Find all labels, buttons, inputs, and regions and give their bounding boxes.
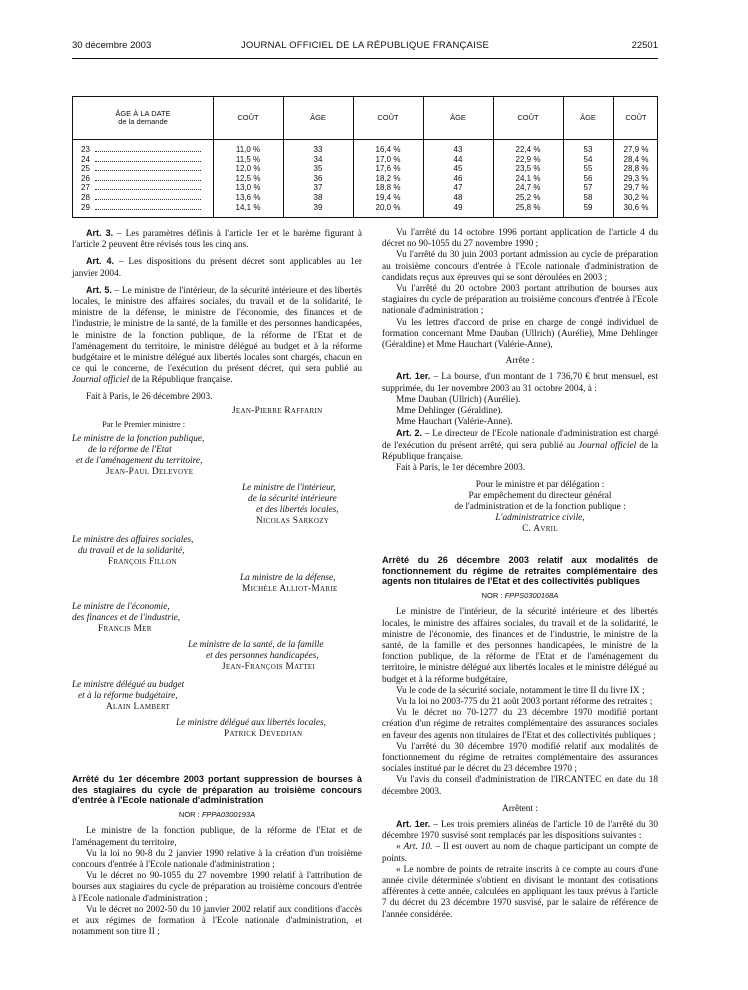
- table-cell-cout: 30,6 %: [623, 202, 649, 212]
- article-label: Art. 5.: [86, 284, 112, 295]
- leader-dots: [95, 170, 201, 171]
- article-text: – Les trois premiers alinéas de l'article 10 de l'arrêté du 30 décembre 1970 susvisé sont remplacés par les dispositions suivantes :: [382, 820, 658, 842]
- signature-block-delegation: [422, 480, 658, 535]
- table-cell-age: [81, 183, 201, 193]
- table-cell-cout: 12,5 %: [235, 173, 261, 183]
- table-row: [73, 145, 657, 155]
- article-text: – Les paramètres définis à l'article 1er et le barème figurant à l'article 2 peuvent être révisés tous les cinq ans.: [72, 229, 362, 251]
- paragraph: Vu l'arrêté du 30 juin 2003 portant admission au cycle de préparation au troisième concours d'entrée à l'Ecole nationale d'administration de candidats reçus aux épreuves qui se sont déroulées en 2003 ;: [382, 250, 658, 283]
- table-cell-cout: 27,9 %: [623, 145, 649, 154]
- fait-a-paris: Fait à Paris, le 1er décembre 2003.: [396, 463, 526, 474]
- leader-dots: [95, 151, 201, 152]
- sig-line: Le ministre des affaires sociales,: [72, 535, 194, 546]
- header-cout: COÛT: [237, 113, 259, 122]
- sig-name: Jean-François Mattei: [222, 662, 316, 673]
- sig-line: Le ministre délégué aux libertés locales,: [176, 718, 326, 729]
- signature-block-fonction-publique: [72, 434, 362, 478]
- par-premier-ministre: Par le Premier ministre :: [102, 419, 186, 430]
- table-cell-cout: 23,5 %: [515, 164, 541, 174]
- sig-line: de l'administration et de la fonction publique :: [454, 502, 626, 513]
- table-cell-cout: 18,2 %: [375, 173, 401, 183]
- paragraph: Vu les lettres d'accord de prise en charge de congé individuel de formation concernant Mme Dauban (Ullrich) (Aurélie), Mme Dehlinger (Géraldine) et Mme Hauchart (Valérie-Anne),: [382, 317, 658, 351]
- header-date: 30 décembre 2003: [72, 40, 152, 51]
- age-value: 29: [81, 202, 90, 212]
- table-row: [73, 174, 657, 184]
- table-cell-age: [81, 203, 201, 213]
- sig-line: La ministre de la défense,: [240, 573, 336, 584]
- paragraph: Vu l'arrêté du 14 octobre 1996 portant application de l'article 4 du décret no 90-1055 du 27 novembre 1990 ;: [382, 228, 658, 250]
- table-cell-age: 34: [313, 154, 323, 164]
- header-age-line1: ÂGE À LA DATE: [115, 109, 171, 118]
- sig-line: Le ministre de l'intérieur,: [242, 483, 336, 494]
- table-cell-age: 33: [313, 145, 323, 154]
- page-header: [72, 40, 658, 54]
- article-label: Art. 10.: [403, 842, 433, 853]
- sig-name: Patrick Devedjian: [224, 729, 303, 740]
- table-cell-age: 47: [453, 183, 463, 193]
- table-cell-age: 38: [313, 193, 323, 202]
- table-cell-age: 56: [583, 173, 593, 183]
- sig-line: du travail et de la solidarité,: [78, 546, 185, 557]
- article-text: – Le directeur de l'Ecole nationale d'administration est chargé de l'exécution du présent arrêté, qui sera publié au: [382, 429, 658, 451]
- sig-line: de la sécurité intérieure: [248, 494, 337, 505]
- sig-line: de la réforme de l'Etat: [88, 445, 172, 456]
- header-age: ÂGE: [310, 113, 326, 122]
- table-cell-cout: 22,9 %: [515, 154, 541, 164]
- table-cell-cout: 24,1 %: [515, 173, 541, 183]
- decree-title-arrete-1: Arrêté du 1er décembre 2003 portant suppression de bourses à des stagiaires du cycle de préparation au troisième concours d'entrée à l'Ecole nationale d'administration: [72, 774, 362, 805]
- table-cell-cout: 16,4 %: [375, 145, 401, 154]
- table-cell-cout: 11,5 %: [235, 154, 261, 164]
- journal-officiel-ref: Journal officiel: [578, 440, 637, 451]
- table-cell-age: 46: [453, 173, 463, 183]
- cost-table: [72, 96, 658, 218]
- journal-officiel-ref: Journal officiel: [72, 375, 130, 386]
- table-cell-cout: 13,6 %: [235, 193, 261, 202]
- header-age-line2: de la demande: [118, 117, 168, 126]
- sig-line: Le ministre délégué au budget: [72, 680, 185, 691]
- article-text: – Le ministre de l'intérieur, de la sécurité intérieure et des libertés locales, le ministre des affaires sociales, du travail et de la solidarité, le ministre de la défense, le ministre de l'économie, des finances et de l'industrie, le ministre de la santé, de la famille et des personnes handicapées, le ministre de la fonction publique, de la réforme de l'Etat et de l'aménagement du territoire, le ministre délégué au budget et à la réforme budgétaire et le ministre délégué aux libertés locales sont chargés, chacun en ce qui le concerne, de l'exécution du présent décret, qui sera publié au: [72, 285, 362, 375]
- table-cell-cout: 19,4 %: [375, 193, 401, 202]
- header-age-date: [73, 103, 213, 133]
- sig-line: L'administratrice civile,: [495, 513, 585, 524]
- signature-block-affaires-sociales: [72, 535, 362, 568]
- article-label: Art. 4.: [86, 256, 115, 267]
- paragraph: Vu le décret no 2002-50 du 10 janvier 2002 relatif aux conditions d'accès et aux régimes de formation à l'Ecole nationale d'administration, et notamment son titre II ;: [72, 904, 362, 938]
- header-age: ÂGE: [450, 113, 466, 122]
- article-text: – Les dispositions du présent décret sont applicables au 1er janvier 2004.: [72, 257, 362, 279]
- table-cell-cout: 25,2 %: [515, 193, 541, 202]
- quoted-article: [382, 842, 658, 864]
- table-cell-age: 54: [583, 154, 593, 164]
- header-rule: [72, 58, 658, 59]
- list-item: Mme Dehlinger (Géraldine).: [396, 406, 503, 417]
- paragraph: Vu le décret no 70-1277 du 23 décembre 1970 modifié portant création d'un régime de retraites complémentaire des assurances sociales en faveur des agents non titulaires de l'Etat et des collectivités publiques ;: [382, 708, 658, 741]
- table-cell-age: 58: [583, 193, 593, 202]
- table-cell-age: 36: [313, 173, 323, 183]
- sig-line: Le ministre de la santé, de la famille: [188, 640, 324, 651]
- table-cell-cout: 14,1 %: [235, 202, 261, 212]
- sig-line: Par empêchement du directeur général: [468, 491, 612, 502]
- sig-name: Alain Lambert: [106, 702, 171, 713]
- header-cout: COÛT: [625, 113, 647, 122]
- table-cell-age: 45: [453, 164, 463, 174]
- leader-dots: [95, 161, 201, 162]
- article-1: [382, 819, 658, 842]
- header-cout: COÛT: [377, 113, 399, 122]
- sig-line: et de l'aménagement du territoire,: [76, 456, 203, 467]
- paragraph: Vu l'avis du conseil d'administration de l'IRCANTEC en date du 18 décembre 2003.: [382, 775, 658, 797]
- signature-block-interieur: [242, 483, 362, 527]
- decree-title-arrete-2: Arrêté du 26 décembre 2003 relatif aux modalités de fonctionnement du régime de retraites complémentaire des agents non titulaires de l'Etat et des collectivités publiques: [382, 555, 658, 586]
- sig-name: Michèle Alliot-Marie: [242, 584, 338, 595]
- sig-line: des finances et de l'industrie,: [72, 613, 181, 624]
- list-item: Mme Dauban (Ullrich) (Aurélie).: [396, 394, 521, 405]
- table-cell-age: [81, 193, 201, 203]
- signature-block-defense: [240, 573, 362, 595]
- table-cell-age: 55: [583, 164, 593, 174]
- list-item: Mme Hauchart (Valérie-Anne).: [396, 417, 513, 428]
- left-column: [72, 228, 362, 938]
- sig-name: C. Avril: [522, 524, 558, 535]
- table-cell-cout: 13,0 %: [235, 183, 261, 193]
- quote-mark: «: [396, 842, 404, 853]
- leader-dots: [95, 209, 201, 210]
- table-cell-age: [81, 174, 201, 184]
- table-cell-cout: 17,6 %: [375, 164, 401, 174]
- article-3: [72, 228, 362, 251]
- table-cell-cout: 28,8 %: [623, 164, 649, 174]
- sig-line: Pour le ministre et par délégation :: [475, 480, 605, 491]
- table-cell-age: 35: [313, 164, 323, 174]
- fait-a-paris: Fait à Paris, le 26 décembre 2003.: [86, 391, 213, 402]
- table-cell-cout: 17,0 %: [375, 154, 401, 164]
- article-text: de la République française.: [129, 375, 233, 386]
- table-cell-age: 48: [453, 193, 463, 202]
- article-2: [382, 428, 658, 463]
- table-cell-cout: 11,0 %: [235, 145, 261, 154]
- age-value: 27: [81, 183, 90, 193]
- nor-reference: [382, 590, 658, 601]
- table-cell-cout: 29,7 %: [623, 183, 649, 193]
- signature-raffarin: Jean-Pierre Raffarin: [232, 405, 323, 416]
- leader-dots: [95, 180, 201, 181]
- paragraph: Vu le décret no 90-1055 du 27 novembre 1990 relatif à l'attribution de bourses aux stagiaires du cycle de préparation au troisième concours d'entrée à l'Ecole nationale d'administration ;: [72, 871, 362, 904]
- age-value: 28: [81, 193, 90, 202]
- article-label: Art. 1er.: [396, 371, 431, 382]
- sig-line: Le ministre de la fonction publique,: [72, 434, 205, 445]
- signature-block-libertes-locales: [176, 718, 362, 740]
- sig-line: Le ministre de l'économie,: [72, 602, 170, 613]
- table-cell-cout: 28,4 %: [623, 154, 649, 164]
- paragraph: Vu l'arrêté du 20 octobre 2003 portant attribution de bourses aux stagiaires du cycle de préparation au troisième concours d'entrée à l'Ecole nationale d'administration ;: [382, 284, 658, 317]
- table-cell-age: 57: [583, 183, 593, 193]
- table-cell-age: [81, 155, 201, 165]
- table-row: [73, 203, 657, 213]
- sig-name: Francis Mer: [98, 624, 152, 635]
- arretent-heading: Arrêtent :: [502, 803, 538, 814]
- article-5: [72, 285, 362, 387]
- nor-code: FPPS0300168A: [504, 591, 559, 601]
- table-cell-age: [81, 164, 201, 174]
- table-cell-cout: 30,2 %: [623, 193, 649, 202]
- paragraph: Vu l'arrêté du 30 décembre 1970 modifié relatif aux modalités de fonctionnement du régime de retraites complémentaire des assurances sociales institué par le décret du 23 décembre 1970 ;: [382, 741, 658, 775]
- quoted-paragraph: « Le nombre de points de retraite inscrits à ce compte au cours d'une année civile déterminée s'obtient en divisant le montant des cotisations afférentes à cette année, calculées en appliquant les taux prévus à l'article 7 du décret du 23 décembre 1970 susvisé, par le salaire de référence de l'année considérée.: [382, 864, 658, 920]
- table-cell-age: 49: [453, 202, 463, 212]
- table-cell-cout: 12,0 %: [235, 164, 261, 174]
- sig-name: Jean-Paul Delevoye: [106, 467, 194, 478]
- signature-block-economie: [72, 602, 362, 635]
- nor-label: NOR :: [481, 591, 505, 601]
- sig-line: et à la réforme budgétaire,: [78, 691, 178, 702]
- paragraph: Vu la loi no 90-8 du 2 janvier 1990 relative à la création d'un troisième concours d'entrée à l'Ecole nationale d'administration ;: [72, 848, 362, 870]
- article-text: – Il est ouvert au nom de chaque participant un compte de points.: [382, 842, 658, 864]
- right-column: [382, 228, 658, 921]
- table-cell-cout: 29,3 %: [623, 173, 649, 183]
- table-row: [73, 155, 657, 165]
- age-value: 25: [81, 164, 90, 174]
- article-4: [72, 256, 362, 279]
- table-cell-age: 44: [453, 154, 463, 164]
- table-cell-age: 43: [453, 145, 463, 154]
- sig-name: Nicolas Sarkozy: [256, 516, 330, 527]
- age-value: 23: [81, 145, 90, 154]
- leader-dots: [95, 189, 201, 190]
- nor-reference: [72, 809, 362, 820]
- article-text: de la République française.: [382, 440, 659, 462]
- article-label: Art. 3.: [86, 228, 114, 238]
- table-cell-age: 37: [313, 183, 323, 193]
- article-1: [382, 371, 658, 394]
- paragraph: Vu le code de la sécurité sociale, notamment le titre II du livre IX ;: [396, 685, 645, 696]
- nor-label: NOR :: [178, 810, 202, 820]
- header-journal-title: JOURNAL OFFICIEL DE LA RÉPUBLIQUE FRANÇAISE: [240, 40, 490, 51]
- table-row: [73, 193, 657, 203]
- age-value: 24: [81, 154, 90, 164]
- table-row: [73, 164, 657, 174]
- paragraph: Le ministre de la fonction publique, de la réforme de l'Etat et de l'aménagement du territoire,: [72, 826, 362, 848]
- table-cell-age: 59: [583, 202, 593, 212]
- signature-block-budget: [72, 680, 362, 713]
- sig-line: et des libertés locales,: [256, 505, 339, 516]
- age-value: 26: [81, 173, 90, 183]
- article-text: – La bourse, d'un montant de 1 736,70 € brut mensuel, est supprimée, du 1er novembre 2003 au 31 octobre 2004, à :: [382, 372, 658, 394]
- sig-name: François Fillon: [108, 557, 177, 568]
- header-cout: COÛT: [517, 113, 539, 122]
- nor-code: FPPA0300193A: [201, 810, 256, 820]
- table-cell-age: 39: [313, 202, 323, 212]
- table-cell-cout: 22,4 %: [515, 145, 541, 154]
- table-cell-age: 53: [583, 145, 593, 154]
- table-cell-cout: 20,0 %: [375, 202, 401, 212]
- signature-block-sante: [188, 640, 362, 673]
- article-label: Art. 2.: [396, 428, 422, 439]
- article-label: Art. 1er.: [396, 819, 431, 830]
- table-cell-cout: 25,8 %: [515, 202, 541, 212]
- table-cell-cout: 24,7 %: [515, 183, 541, 193]
- sig-line: et des personnes handicapées,: [206, 651, 319, 662]
- paragraph: Vu la loi no 2003-775 du 21 août 2003 portant réforme des retraites ;: [396, 696, 653, 707]
- table-cell-cout: 18,8 %: [375, 183, 401, 193]
- header-age: ÂGE: [580, 113, 596, 122]
- arrete-heading: Arrête :: [505, 356, 535, 367]
- paragraph: Le ministre de l'intérieur, de la sécurité intérieure et des libertés locales, le ministre des affaires sociales, du travail et de la solidarité, le ministre de l'économie, des finances et de l'industrie, le ministre de la santé, de la famille et des personnes handicapées, le ministre de la fonction publique, de la réforme de l'Etat et de l'aménagement du territoire, le ministre délégué aux libertés locales et le ministre délégué au budget et à la réforme budgétaire,: [382, 607, 658, 685]
- table-cell-age: [81, 145, 201, 155]
- leader-dots: [95, 199, 201, 200]
- header-page-number: 22501: [631, 40, 658, 51]
- table-row: [73, 183, 657, 193]
